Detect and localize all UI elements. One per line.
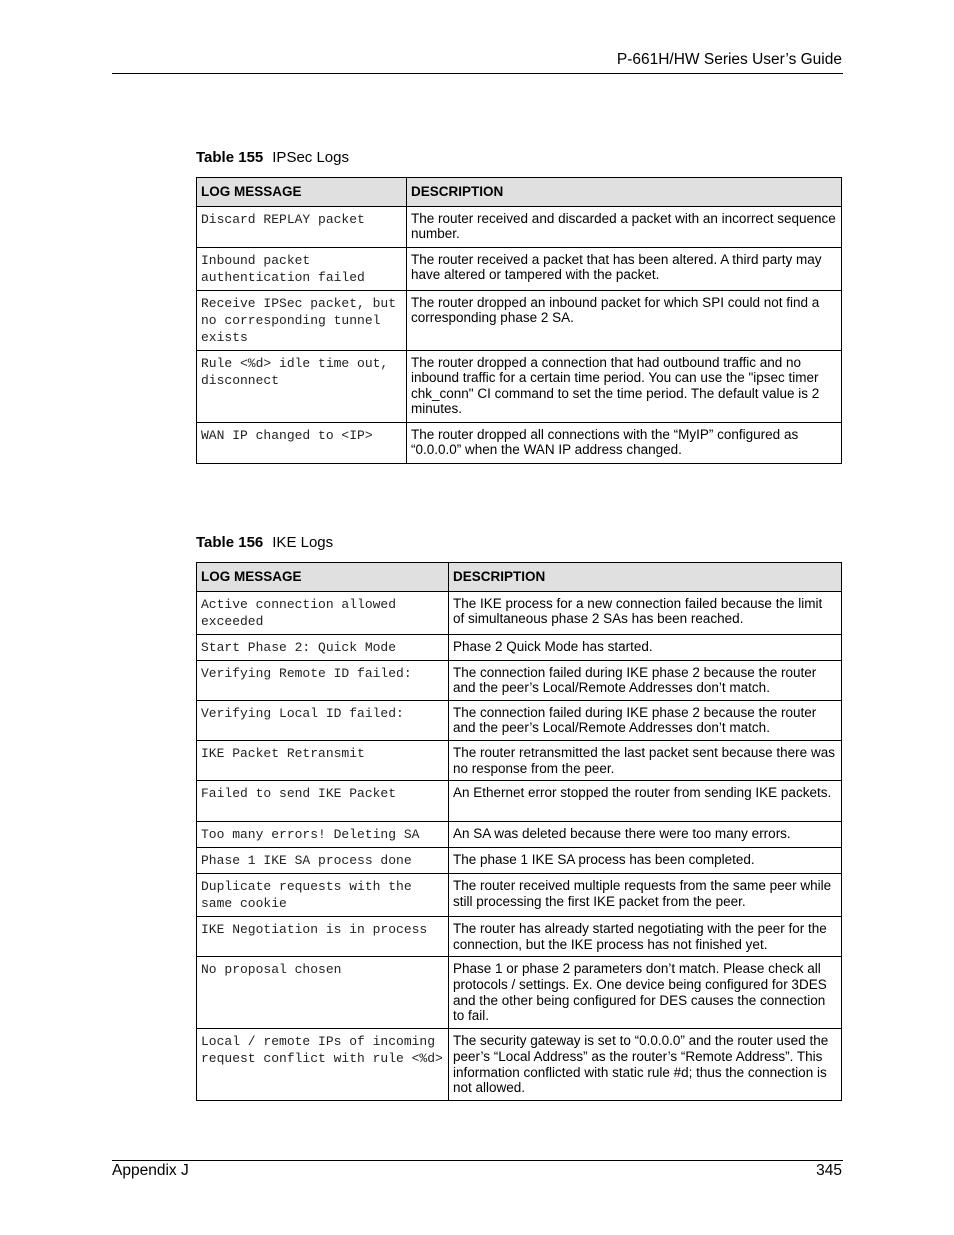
footer-divider [112,1160,843,1161]
log-message-cell: IKE Negotiation is in process [197,917,449,957]
description-cell: The router received multiple requests from the same peer while still processing the first IKE packet from the peer. [449,874,842,917]
description-cell: The router dropped an inbound packet for which SPI could not find a corresponding phase 2 SA. [407,290,842,350]
log-message-cell: Receive IPSec packet, but no corresponding tunnel exists [197,290,407,350]
table-row [197,874,842,917]
log-message-cell: Local / remote IPs of incoming request conflict with rule <%d> [197,1029,449,1101]
table-header-row [197,178,842,207]
description-cell: The router received a packet that has been altered. A third party may have altered or tampered with the packet. [407,247,842,290]
table-156-label: Table 156 [196,534,264,551]
table-155-title: IPSec Logs [272,149,349,166]
table-row [197,781,842,822]
table-row [197,700,842,740]
log-message-cell: No proposal chosen [197,957,449,1029]
description-cell: The connection failed during IKE phase 2 because the router and the peer’s Local/Remote Addresses don’t match. [449,700,842,740]
description-cell: An Ethernet error stopped the router from sending IKE packets. [449,781,842,822]
log-message-cell: Inbound packet authentication failed [197,247,407,290]
log-message-cell: Rule <%d> idle time out, disconnect [197,350,407,422]
column-header-log-message: LOG MESSAGE [197,178,407,207]
description-cell: Phase 2 Quick Mode has started. [449,634,842,660]
log-message-cell: IKE Packet Retransmit [197,740,449,780]
table-156-title: IKE Logs [272,534,334,551]
page-header-title: P-661H/HW Series User’s Guide [616,51,842,68]
log-message-cell: Phase 1 IKE SA process done [197,848,449,874]
table-156-caption [196,534,333,551]
footer-section-name: Appendix J [112,1162,189,1179]
log-message-cell: WAN IP changed to <IP> [197,422,407,463]
table-row [197,740,842,780]
description-cell: An SA was deleted because there were too many errors. [449,822,842,848]
log-message-cell: Start Phase 2: Quick Mode [197,634,449,660]
table-row [197,634,842,660]
table-row [197,350,842,422]
log-message-cell: Verifying Remote ID failed: [197,660,449,700]
column-header-description: DESCRIPTION [407,178,842,207]
table-row [197,822,842,848]
table-row [197,206,842,247]
ipsec-logs-table [196,177,842,464]
log-message-cell: Too many errors! Deleting SA [197,822,449,848]
table-row [197,591,842,634]
page-number: 345 [816,1162,842,1179]
description-cell: The IKE process for a new connection failed because the limit of simultaneous phase 2 SAs has been reached. [449,591,842,634]
table-row [197,422,842,463]
column-header-log-message: LOG MESSAGE [197,563,449,592]
table-row [197,957,842,1029]
description-cell: The router retransmitted the last packet sent because there was no response from the peer. [449,740,842,780]
log-message-cell: Active connection allowed exceeded [197,591,449,634]
log-message-cell: Duplicate requests with the same cookie [197,874,449,917]
log-message-cell: Verifying Local ID failed: [197,700,449,740]
description-cell: The security gateway is set to “0.0.0.0” and the router used the peer’s “Local Address” as the router’s “Remote Address”. This information conflicted with static rule #d; thus the connection is not allowed. [449,1029,842,1101]
description-cell: The phase 1 IKE SA process has been completed. [449,848,842,874]
description-cell: The connection failed during IKE phase 2 because the router and the peer’s Local/Remote Addresses don’t match. [449,660,842,700]
table-row [197,247,842,290]
table-row [197,848,842,874]
table-155-label: Table 155 [196,149,264,166]
description-cell: The router dropped a connection that had outbound traffic and no inbound traffic for a certain time period. You can use the "ipsec timer chk_conn" CI command to set the time period. The default value is 2 minutes. [407,350,842,422]
table-155-caption [196,149,349,166]
description-cell: The router has already started negotiating with the peer for the connection, but the IKE process has not finished yet. [449,917,842,957]
ike-logs-table [196,562,842,1101]
table-row [197,660,842,700]
description-cell: The router dropped all connections with the “MyIP” configured as “0.0.0.0” when the WAN IP address changed. [407,422,842,463]
log-message-cell: Discard REPLAY packet [197,206,407,247]
description-cell: The router received and discarded a packet with an incorrect sequence number. [407,206,842,247]
table-row [197,917,842,957]
header-divider [112,73,843,74]
log-message-cell: Failed to send IKE Packet [197,781,449,822]
column-header-description: DESCRIPTION [449,563,842,592]
description-cell: Phase 1 or phase 2 parameters don’t match. Please check all protocols / settings. Ex. One device being configured for 3DES and the other being configured for DES causes the connection to fail. [449,957,842,1029]
table-row [197,290,842,350]
table-header-row [197,563,842,592]
table-row [197,1029,842,1101]
